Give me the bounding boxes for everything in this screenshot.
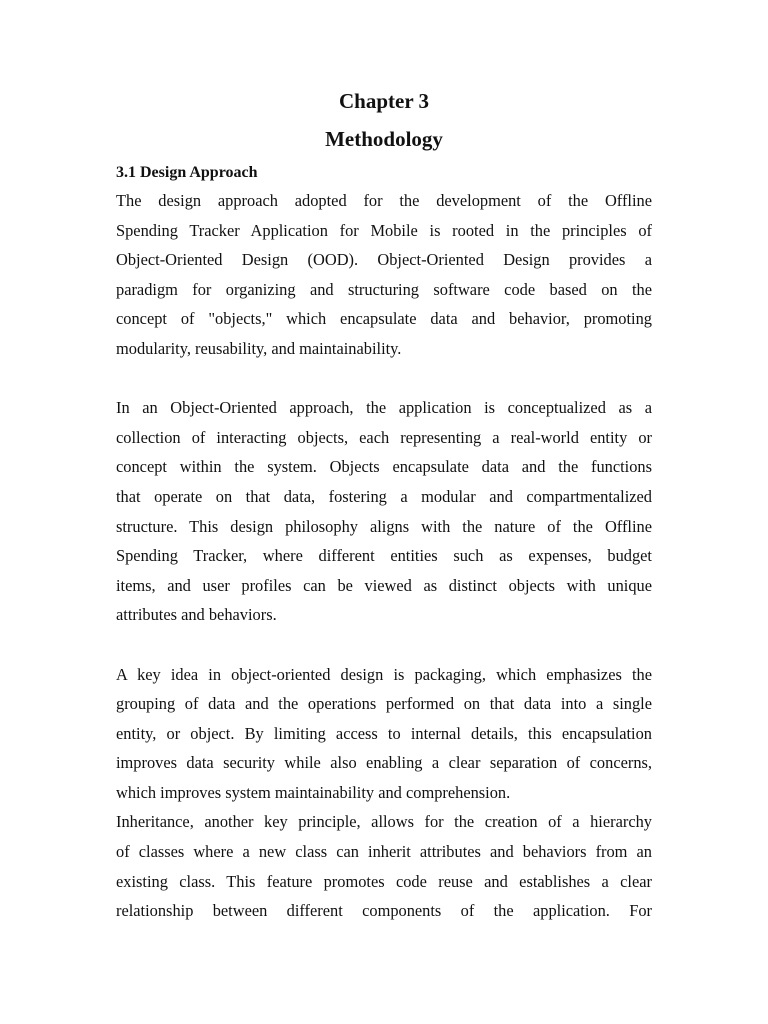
chapter-title: Methodology — [325, 127, 443, 151]
section-heading: 3.1 Design Approach — [116, 164, 258, 181]
text-line: A key idea in object-oriented design is packaging, which emphasizes the — [116, 664, 652, 684]
text-line: attributes and behaviors. — [116, 605, 277, 625]
text-line: In an Object-Oriented approach, the application is conceptualized as a — [116, 398, 652, 418]
chapter-number: Chapter 3 — [338, 89, 430, 113]
text-line: that operate on that data, fostering a modular and compartmentalized — [116, 486, 652, 506]
text-line: Spending Tracker, where different entities such as expenses, budget — [116, 546, 652, 566]
text-line: Inheritance, another key principle, allows for the creation of a hierarchy — [116, 812, 652, 832]
text-line: The design approach adopted for the development of the Offline — [116, 191, 652, 210]
paragraph-inheritance — [116, 807, 652, 925]
body-text — [116, 186, 652, 926]
text-line: existing class. This feature promotes code reuse and establishes a clear — [116, 871, 652, 891]
text-line: structure. This design philosophy aligns with the nature of the Offline — [116, 516, 652, 536]
paragraph-spacer — [116, 364, 652, 394]
paragraph-spacer — [116, 630, 652, 660]
paragraph-design-approach — [116, 186, 652, 364]
text-line: relationship between different components of the application. For — [116, 901, 652, 921]
text-line: improves data security while also enabling a clear separation of concerns, — [116, 753, 652, 773]
text-line: of classes where a new class can inherit attributes and behaviors from an — [116, 842, 652, 862]
text-line: items, and user profiles can be viewed as distinct objects with unique — [116, 575, 652, 595]
text-line: grouping of data and the operations performed on that data into a single — [116, 694, 652, 714]
text-line: modularity, reusability, and maintainability. — [116, 338, 402, 358]
text-line: paradigm for organizing and structuring software code based on the — [116, 279, 652, 299]
text-line: concept within the system. Objects encapsulate data and the functions — [116, 457, 652, 477]
text-line: concept of "objects," which encapsulate data and behavior, promoting — [116, 309, 652, 329]
text-line: Object-Oriented Design (OOD). Object-Oriented Design provides a — [116, 250, 652, 270]
text-line: Spending Tracker Application for Mobile is rooted in the principles of — [116, 220, 652, 240]
text-line: which improves system maintainability and comprehension. — [116, 782, 511, 802]
text-line: entity, or object. By limiting access to internal details, this encapsulation — [116, 723, 652, 743]
paragraph-encapsulation — [116, 660, 652, 808]
text-line: collection of interacting objects, each representing a real-world entity or — [116, 427, 652, 447]
paragraph-object-oriented — [116, 393, 652, 630]
